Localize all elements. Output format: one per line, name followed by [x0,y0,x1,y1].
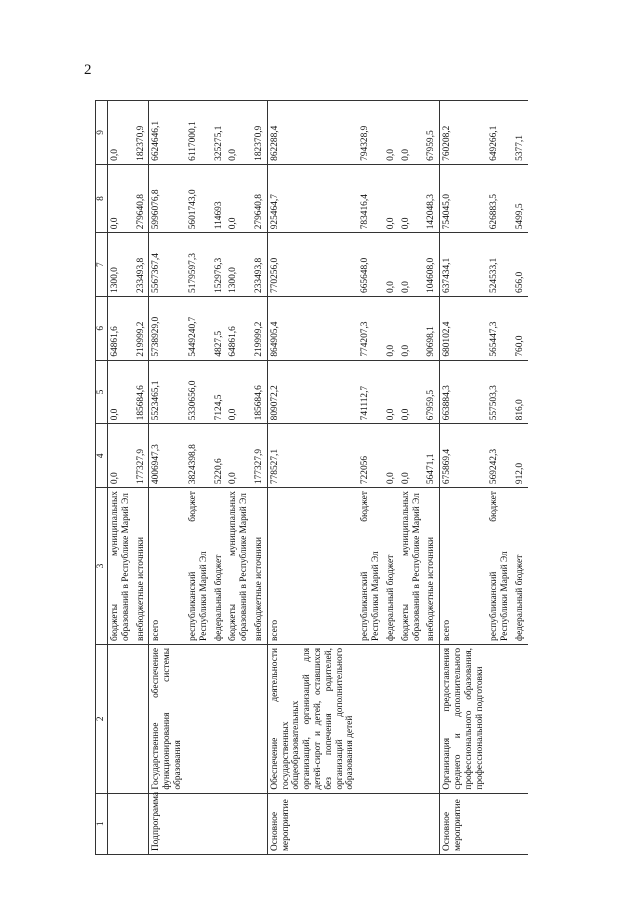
value-cell: 862288,4 [267,101,358,165]
row-item-type [513,793,528,854]
row-funding-source: республиканский бюджет Республики Марий Эл [487,488,513,645]
value-cell: 233493,8 [134,233,149,297]
value-cell: 0,0 [384,360,399,424]
value-cell: 816,0 [513,360,528,424]
value-cell: 0,0 [384,296,399,360]
row-item-name [108,644,134,793]
value-cell: 565447,3 [487,296,513,360]
value-cell: 5179597,3 [186,233,212,297]
row-item-type [424,793,439,854]
value-cell: 0,0 [226,164,252,232]
value-cell: 760208,2 [440,101,488,165]
row-item-name [513,644,528,793]
value-cell: 182370,9 [252,101,267,165]
row-funding-source: республиканский бюджет Республики Марий Эл [186,488,212,645]
value-cell: 5499,5 [513,164,528,232]
value-cell: 0,0 [399,424,425,488]
value-cell: 0,0 [399,101,425,165]
value-cell: 925464,7 [267,164,358,232]
row-item-name [399,644,425,793]
table-row [487,101,513,855]
value-cell: 114693 [212,164,227,232]
value-cell: 279640,8 [252,164,267,232]
header-row [96,101,108,855]
value-cell: 177327,9 [252,424,267,488]
table-row [149,101,186,855]
value-cell: 67959,5 [424,360,439,424]
row-item-type [487,793,513,854]
value-cell: 64861,6 [108,296,134,360]
value-cell: 680102,4 [440,296,488,360]
value-cell: 177327,9 [134,424,149,488]
value-cell: 56471,1 [424,424,439,488]
value-cell: 5523465,1 [149,360,186,424]
value-cell: 649266,1 [487,101,513,165]
rotated-table-container [95,100,615,855]
value-cell: 675869,4 [440,424,488,488]
col-header: 7 [96,233,108,297]
value-cell: 5996076,8 [149,164,186,232]
value-cell: 5601743,0 [186,164,212,232]
value-cell: 5377,1 [513,101,528,165]
row-item-name [212,644,227,793]
value-cell: 5330656,0 [186,360,212,424]
row-item-type [384,793,399,854]
table-row [424,101,439,855]
value-cell: 142048,3 [424,164,439,232]
value-cell: 67959,5 [424,101,439,165]
row-item-name [384,644,399,793]
row-funding-source: внебюджетные источники [252,488,267,645]
value-cell: 754045,0 [440,164,488,232]
value-cell: 219999,2 [134,296,149,360]
value-cell: 524533,1 [487,233,513,297]
value-cell: 760,0 [513,296,528,360]
col-header: 3 [96,488,108,645]
row-item-type: Основное мероприятие [267,793,358,854]
table-row [399,101,425,855]
value-cell: 1300,0 [226,233,252,297]
page-number: 2 [84,62,92,78]
value-cell: 626883,5 [487,164,513,232]
value-cell: 0,0 [108,424,134,488]
row-funding-source: федеральный бюджет [513,488,528,645]
row-item-name [487,644,513,793]
table-row [108,101,134,855]
row-item-type [358,793,384,854]
value-cell: 637434,1 [440,233,488,297]
value-cell: 5449240,7 [186,296,212,360]
value-cell: 722056 [358,424,384,488]
value-cell: 0,0 [399,296,425,360]
row-funding-source: всего [149,488,186,645]
value-cell: 809072,2 [267,360,358,424]
table-row [440,101,488,855]
col-header: 4 [96,424,108,488]
value-cell: 0,0 [384,233,399,297]
value-cell: 774207,3 [358,296,384,360]
value-cell: 0,0 [108,164,134,232]
row-item-type [134,793,149,854]
value-cell: 569242,3 [487,424,513,488]
value-cell: 6117000,1 [186,101,212,165]
table-row [267,101,358,855]
value-cell: 1300,0 [108,233,134,297]
col-header: 5 [96,360,108,424]
value-cell: 912,0 [513,424,528,488]
row-funding-source: внебюджетные источники [424,488,439,645]
row-funding-source: федеральный бюджет [212,488,227,645]
table-row [358,101,384,855]
row-item-type [252,793,267,854]
row-item-name: Обеспечение деятельности государственных общеобразовательных организаций, организаций для детей-сирот и детей, оставшихся без попечения родителей, организаций дополнительного образования детей [267,644,358,793]
row-funding-source: бюджеты муниципальных образований в Республике Марий Эл [108,488,134,645]
row-item-type: Подпрограмма [149,793,186,854]
value-cell: 665648,0 [358,233,384,297]
value-cell: 185684,6 [134,360,149,424]
value-cell: 770256,0 [267,233,358,297]
value-cell: 0,0 [108,101,134,165]
value-cell: 90698,1 [424,296,439,360]
value-cell: 7124,5 [212,360,227,424]
table-row [212,101,227,855]
value-cell: 0,0 [399,233,425,297]
row-item-type: Основное мероприятие [440,793,488,854]
col-header: 6 [96,296,108,360]
value-cell: 5220,6 [212,424,227,488]
value-cell: 233493,8 [252,233,267,297]
col-header: 2 [96,644,108,793]
budget-table [95,100,528,855]
value-cell: 864905,4 [267,296,358,360]
row-item-name: Государственное обеспечение функционирования системы образования [149,644,186,793]
value-cell: 0,0 [384,424,399,488]
value-cell: 0,0 [399,360,425,424]
value-cell: 741112,7 [358,360,384,424]
row-item-name [252,644,267,793]
row-funding-source: бюджеты муниципальных образований в Республике Марий Эл [399,488,425,645]
row-item-type [212,793,227,854]
col-header: 1 [96,793,108,854]
row-funding-source: всего [267,488,358,645]
value-cell: 152976,3 [212,233,227,297]
row-funding-source: федеральный бюджет [384,488,399,645]
value-cell: 64861,6 [226,296,252,360]
value-cell: 0,0 [384,101,399,165]
value-cell: 0,0 [226,101,252,165]
value-cell: 0,0 [399,164,425,232]
value-cell: 778527,1 [267,424,358,488]
value-cell: 794328,9 [358,101,384,165]
table-row [513,101,528,855]
row-funding-source: республиканский бюджет Республики Марий Эл [358,488,384,645]
value-cell: 0,0 [384,164,399,232]
value-cell: 5567367,4 [149,233,186,297]
row-item-name [358,644,384,793]
row-item-type [399,793,425,854]
row-funding-source: всего [440,488,488,645]
value-cell: 5738929,0 [149,296,186,360]
row-item-name [226,644,252,793]
row-item-name: Организация предоставления среднего и дополнительного профессионального образования, профессиональной подготовки [440,644,488,793]
value-cell: 783416,4 [358,164,384,232]
row-funding-source: внебюджетные источники [134,488,149,645]
table-body [108,101,528,855]
col-header: 9 [96,101,108,165]
row-item-name [134,644,149,793]
row-item-type [186,793,212,854]
row-item-name [424,644,439,793]
value-cell: 4827,5 [212,296,227,360]
value-cell: 4006947,3 [149,424,186,488]
value-cell: 557503,3 [487,360,513,424]
value-cell: 279640,8 [134,164,149,232]
col-header: 8 [96,164,108,232]
value-cell: 219999,2 [252,296,267,360]
value-cell: 6624646,1 [149,101,186,165]
value-cell: 656,0 [513,233,528,297]
row-funding-source: бюджеты муниципальных образований в Республике Марий Эл [226,488,252,645]
value-cell: 325275,1 [212,101,227,165]
row-item-name [186,644,212,793]
table-row [186,101,212,855]
value-cell: 104608,0 [424,233,439,297]
value-cell: 0,0 [108,360,134,424]
table-row [134,101,149,855]
value-cell: 0,0 [226,424,252,488]
table-row [384,101,399,855]
value-cell: 182370,9 [134,101,149,165]
value-cell: 3824398,8 [186,424,212,488]
table-row [252,101,267,855]
row-item-type [108,793,134,854]
value-cell: 0,0 [226,360,252,424]
value-cell: 663884,3 [440,360,488,424]
row-item-type [226,793,252,854]
value-cell: 185684,6 [252,360,267,424]
table-row [226,101,252,855]
